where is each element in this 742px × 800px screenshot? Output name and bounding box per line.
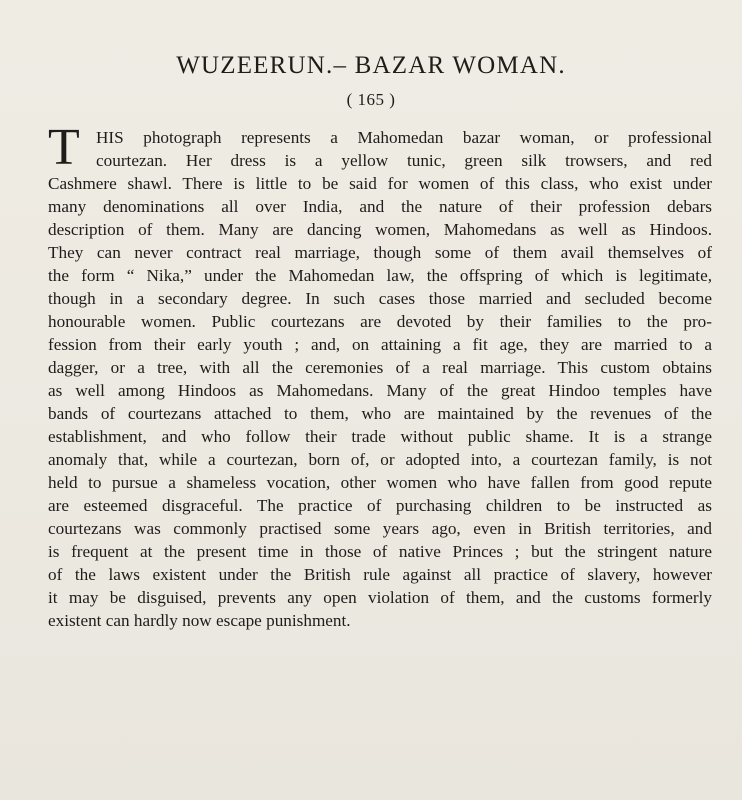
text-line: of the laws existent under the British rule against all practice of slavery, however (48, 565, 712, 584)
text-line: fession from their early youth ; and, on attaining a fit age, they are married to a (48, 335, 712, 354)
text-line: They can never contract real marriage, though some of them avail themselves of (48, 243, 712, 262)
drop-cap: T (48, 119, 80, 176)
page-title: WUZEERUN.– BAZAR WOMAN. (176, 52, 566, 79)
text-line: Cashmere shawl. There is little to be said for women of this class, who exist under (48, 174, 712, 193)
text-line: are esteemed disgraceful. The practice of purchasing children to be instructed as (48, 496, 712, 515)
text-line: bands of courtezans attached to them, who are maintained by the revenues of the (48, 404, 712, 423)
page-number: ( 165 ) (346, 90, 396, 109)
text-line: establishment, and who follow their trade without public shame. It is a strange (48, 427, 712, 446)
text-line: as well among Hindoos as Mahomedans. Many of the great Hindoo temples have (48, 381, 712, 400)
body-paragraph (48, 119, 712, 632)
text-line: though in a secondary degree. In such cases those married and secluded become (48, 289, 712, 308)
text-line: courtezan. Her dress is a yellow tunic, green silk trowsers, and red (96, 151, 712, 170)
text-line: anomaly that, while a courtezan, born of, or adopted into, a courtezan family, is not (48, 450, 712, 469)
opening-lines (48, 119, 712, 176)
text-line: HIS photograph represents a Mahomedan bazar woman, or professional (96, 128, 712, 147)
text-line: dagger, or a tree, with all the ceremonies of a real marriage. This custom obtains (48, 358, 712, 377)
text-line: existent can hardly now escape punishment. (48, 611, 351, 630)
text-line: courtezans was commonly practised some years ago, even in British territories, and (48, 519, 712, 538)
text-line: it may be disguised, prevents any open violation of them, and the customs formerly (48, 588, 712, 607)
text-line: description of them. Many are dancing women, Mahomedans as well as Hindoos. (48, 220, 712, 239)
text-line: is frequent at the present time in those of native Princes ; but the stringent nature (48, 542, 712, 561)
text-line: many denominations all over India, and the nature of their profession debars (48, 197, 712, 216)
text-line: held to pursue a shameless vocation, other women who have fallen from good repute (48, 473, 712, 492)
opening-lines-text (96, 126, 712, 172)
text-line: the form “ Nika,” under the Mahomedan law, the offspring of which is legitimate, (48, 266, 712, 285)
text-line: honourable women. Public courtezans are devoted by their families to the pro- (48, 312, 712, 331)
